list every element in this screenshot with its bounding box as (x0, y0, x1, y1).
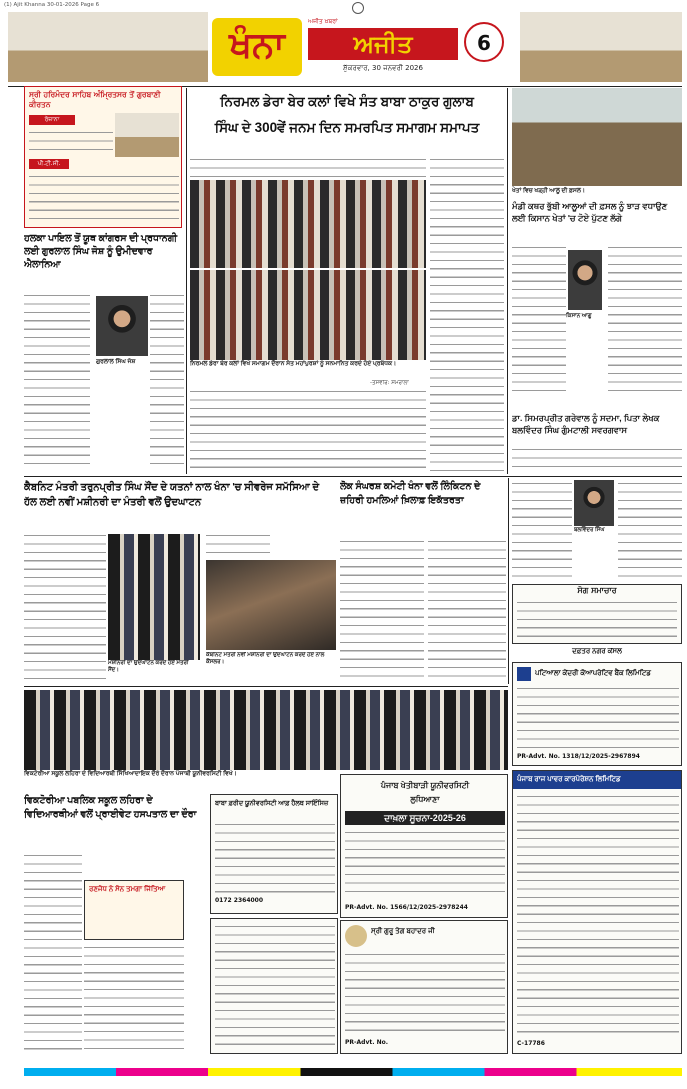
left-story-headline: ਹਲਕਾ ਪਾਇਲ ਤੋਂ ਯੂਥ ਕਾਂਗਰਸ ਦੀ ਪ੍ਰਧਾਨਗੀ ਲਈ ਗੁਰਲਾਲ ਸਿੰਘ ਜੋਸ਼ ਨੂੰ ਉਮੀਦਵਾਰ ਐਲਾਨਿਆ (24, 233, 178, 270)
city-title: ਖੰਨਾ (229, 25, 285, 66)
right-story-text-b (608, 244, 682, 394)
left-top-box-label-1: ਰੋਜ਼ਾਨਾ (29, 115, 75, 125)
right-story-portrait-caption: ਕਿਸਾਨ ਆਗੂ (566, 313, 592, 319)
left-top-box-label-2: ਪੀ.ਟੀ.ਸੀ. (29, 159, 69, 169)
center-column-divider (507, 88, 508, 474)
lead-story-photo-caption: ਨਿਰਮਲ ਡੇਰਾ ਬੇਰ ਕਲਾਂ ਵਿਖੇ ਸਮਾਗਮ ਦੌਰਾਨ ਸੰਤ ਮਹਾਂਪੁਰਸ਼ਾਂ ਨੂੰ ਸਨਮਾਨਿਤ ਕਰਦੇ ਹੋਏ ਪ੍ਰਬੰਧਕ। (190, 361, 397, 367)
left-top-box (24, 86, 182, 228)
mid-left-text-b (206, 532, 270, 560)
small-ad-2-emblem (345, 925, 367, 947)
right-story-portrait (568, 250, 602, 310)
mid-left-caption-1: ਮਸ਼ੀਨਰੀ ਦਾ ਉਦਘਾਟਨ ਕਰਦੇ ਹੋਏ ਮੰਤਰੀ ਸੌਂਦ। (108, 660, 189, 673)
school-story-photo-caption: ਵਿਕਟੋਰੀਆ ਸਕੂਲ ਲਹਿਰਾ ਦੇ ਵਿਦਿਆਰਥੀ ਸਿੱਖਿਆਦਾਇਕ ਦੌਰੇ ਦੌਰਾਨ ਪੰਜਾਬੀ ਯੂਨੀਵਰਸਿਟੀ ਵਿਖੇ। (24, 771, 237, 777)
lead-story-credit: -ਤਸਵੀਰ: ਸਮਰਾਲਾ (370, 380, 409, 386)
small-ad-1-text (215, 821, 335, 895)
left-top-box-image (115, 113, 179, 157)
lead-story-intro (190, 156, 426, 178)
small-ad-3-text (215, 923, 335, 1051)
right-story-2-headline: ਡਾ. ਸਿਮਰਪ੍ਰੀਤ ਗਰੇਵਾਲ ਨੂੰ ਸਦਮਾ, ਪਿਤਾ ਲੇਖਕ ਬਲਵਿੰਦਰ ਸਿੰਘ ਗੁੰਮਟਾਲੀ ਸਵਰਗਵਾਸ (512, 413, 660, 435)
tender-ad-title: ਪਟਿਆਲਾ ਕੇਂਦਰੀ ਕੋਆਪਰੇਟਿਵ ਬੈਂਕ ਲਿਮਿਟਿਡ (535, 670, 651, 677)
small-ad-1 (210, 794, 338, 914)
left-story-photo-caption: ਗੁਰਲਾਲ ਸਿੰਘ ਜੋਸ਼ (96, 359, 136, 365)
mid-left-photo-1 (108, 534, 200, 660)
school-story-text-b (84, 944, 184, 1052)
lead-story-text-b (430, 156, 504, 474)
masthead-left-image (8, 12, 208, 82)
tender-ad-logo (517, 667, 531, 681)
pspcl-ad (512, 770, 682, 1054)
page-number: 6 (464, 22, 504, 62)
left-story-text-b (150, 292, 184, 470)
pspcl-ad-title: ਪੰਜਾਬ ਰਾਜ ਪਾਵਰ ਕਾਰਪੋਰੇਸ਼ਨ ਲਿਮਿਟਿਡ (517, 776, 621, 783)
right-story-2-text-top (512, 446, 682, 474)
brand-small: ਅਜੀਤ ਖ਼ਬਰਾਂ (308, 18, 338, 25)
school-story-headline: ਵਿਕਟੋਰੀਆ ਪਬਲਿਕ ਸਕੂਲ ਲਹਿਰਾ ਦੇ ਵਿਦਿਆਰਥੀਆਂ ਵਲੋਂ ਪ੍ਰਾਈਵੇਟ ਹਸਪਤਾਲ ਦਾ ਦੌਰਾ (24, 795, 197, 820)
tender-ad-ref: PR-Advt. No. 1318/12/2025-2967894 (517, 753, 640, 760)
mid-left-photo-2 (206, 560, 336, 650)
mid-right-headline: ਲੋਕ ਸੰਘਰਸ਼ ਕਮੇਟੀ ਖੰਨਾ ਵਲੋਂ ਲਿੰਕਿਟਨ ਦੇ ਜ਼ਹਿਰੀ ਹਮਲਿਆਂ ਖ਼ਿਲਾਫ਼ ਇਕੱਤਰਤਾ (340, 481, 481, 506)
colour-bar (24, 1068, 682, 1076)
left-top-box-schedule (29, 173, 179, 225)
lead-story-photo-bottom (190, 270, 426, 360)
pspcl-ad-text (517, 793, 679, 1033)
pau-ad-title-1: ਪੰਜਾਬ ਖੇਤੀਬਾੜੀ ਯੂਨੀਵਰਸਿਟੀ (380, 781, 470, 790)
masthead-right-image (520, 12, 682, 82)
left-story-photo (96, 296, 148, 356)
left-top-box-text (29, 129, 113, 155)
pau-ad (340, 774, 508, 918)
right-story-photo (512, 88, 682, 186)
pspcl-ad-ref: C-17786 (517, 1040, 545, 1047)
mid-column-divider (508, 478, 509, 684)
right-story-2-portrait-caption: ਬਲਵਿੰਦਰ ਸਿੰਘ (574, 527, 605, 533)
tender-ad-text (517, 685, 679, 749)
right-story-text-a (512, 244, 566, 394)
print-info: (1) Ajit Khanna 30-01-2026 Page 6 (4, 2, 100, 8)
small-ad-1-title: ਬਾਬਾ ਫ਼ਰੀਦ ਯੂਨੀਵਰਸਿਟੀ ਆਫ਼ ਹੈਲਥ ਸਾਇੰਸਿਜ਼ (215, 800, 329, 807)
small-ad-2-ref: PR-Advt. No. (345, 1039, 389, 1046)
inset-box (84, 880, 184, 940)
small-ad-3 (210, 918, 338, 1054)
small-ad-2 (340, 920, 508, 1054)
section-divider-1 (24, 476, 682, 477)
mid-left-text-a (24, 532, 106, 682)
date-line: ਸ਼ੁੱਕਰਵਾਰ, 30 ਜਨਵਰੀ 2026 (343, 64, 423, 72)
school-story-text-a (24, 852, 82, 1052)
inset-box-title: ਰਣਜੋਧ ਨੇ ਸੋਨ ਤਮਗਾ ਜਿੱਤਿਆ (89, 886, 166, 893)
left-column-divider (186, 88, 187, 474)
notice-title: ਸੋਗ ਸਮਾਚਾਰ (577, 586, 617, 595)
lead-headline-line-2: ਸਿੰਘ ਦੇ 300ਵੇਂ ਜਨਮ ਦਿਨ ਸਮਰਪਿਤ ਸਮਾਗਮ ਸਮਾਪਤ (214, 120, 480, 135)
small-ad-2-title: ਸ੍ਰੀ ਗੁਰੂ ਤੇਗ ਬਹਾਦਰ ਜੀ (371, 928, 435, 935)
small-ad-1-phone: 0172 2364000 (215, 897, 264, 904)
masthead (212, 12, 516, 84)
right-story-photo-caption: ਖੇਤਾਂ ਵਿਚ ਖੜ੍ਹੀ ਆਲੂ ਦੀ ਫ਼ਸਲ। (512, 188, 586, 194)
pau-ad-title-2: ਲੁਧਿਆਣਾ (410, 795, 440, 804)
pau-ad-text (345, 829, 505, 899)
lead-headline-line-1: ਨਿਰਮਲ ਡੇਰਾ ਬੇਰ ਕਲਾਂ ਵਿਖੇ ਸੰਤ ਬਾਬਾ ਠਾਕੁਰ ਗੁਲਾਬ (220, 94, 474, 109)
brand-title: ਅਜੀਤ (353, 30, 413, 58)
pau-ad-notice: ਦਾਖ਼ਲਾ ਸੂਚਨਾ-2025-26 (345, 811, 505, 825)
notice-box (512, 584, 682, 644)
notice-office: ਦਫ਼ਤਰ ਨਗਰ ਕੌਂਸਲ (572, 648, 622, 655)
mid-left-headline: ਕੈਬਨਿਟ ਮੰਤਰੀ ਤਰੁਨਪ੍ਰੀਤ ਸਿੰਘ ਸੌਂਦ ਦੇ ਯਤਨਾਂ ਨਾਲ ਖੰਨਾ 'ਚ ਸੀਵਰੇਜ ਸਮੱਸਿਆ ਦੇ ਹੱਲ ਲਈ ਨਵੀਂ ਮਸ਼ੀਨਰੀ ਦਾ ਮੰਤਰੀ ਵਲੋਂ ਉਦਘਾਟਨ (24, 482, 320, 508)
right-story-headline: ਮੰਡੀ ਕਥਰ ਭੁੱਬੀ ਆਲੂਆਂ ਦੀ ਫ਼ਸਲ ਨੂੰ ਝਾੜ ਵਧਾਉਣ ਲਈ ਕਿਸਾਨ ਖੇਤਾਂ 'ਚ ਟੋਏ ਪੁੱਟਣ ਲੱਗੇ (512, 201, 668, 223)
mid-left-caption-2: ਕੈਬਨਿਟ ਮੰਤਰੀ ਨਵੀਂ ਮਸ਼ੀਨਰੀ ਦਾ ਉਦਘਾਟਨ ਕਰਦੇ ਹੋਏ ਨਾਲ ਕੌਂਸਲਰ। (206, 652, 325, 665)
city-title-block (212, 18, 302, 76)
pau-ad-ref: PR-Advt. No. 1566/12/2025-2978244 (345, 904, 468, 911)
mid-right-text-b (428, 538, 506, 682)
right-story-2-text-a (512, 480, 572, 580)
lead-story-text-a (190, 388, 426, 474)
left-top-box-title: ਸ੍ਰੀ ਹਰਿਮੰਦਰ ਸਾਹਿਬ ਅੰਮ੍ਰਿਤਸਰ ਤੋਂ ਗੁਰਬਾਣੀ ਕੀਰਤਨ (29, 90, 161, 109)
right-story-2-portrait (574, 480, 614, 526)
section-divider-2 (24, 686, 508, 687)
small-ad-2-text (345, 951, 505, 1037)
notice-text (517, 599, 677, 641)
mid-right-text-a (340, 538, 424, 682)
brand-title-block (308, 28, 458, 60)
school-story-photo (24, 690, 508, 770)
right-story-2-text-b (618, 480, 682, 580)
left-story-text-a (24, 292, 90, 470)
lead-story-photo-top (190, 180, 426, 268)
tender-ad (512, 662, 682, 766)
